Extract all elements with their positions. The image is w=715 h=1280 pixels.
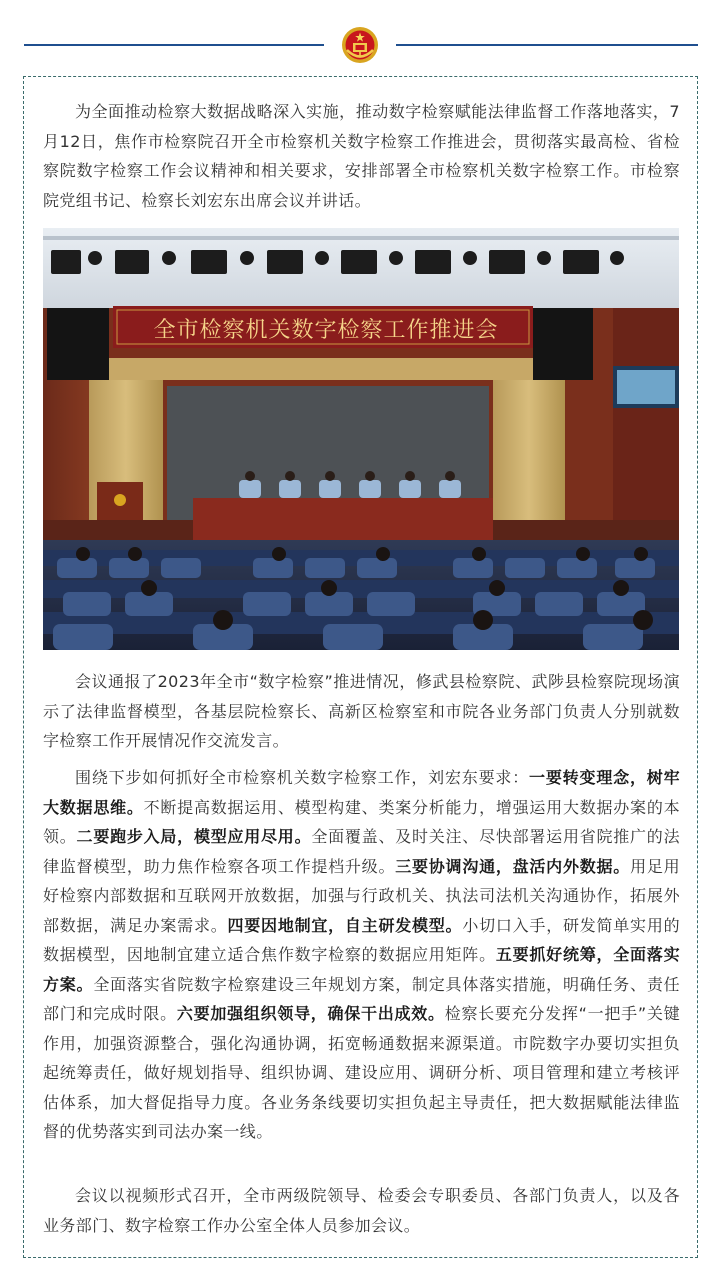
requirement-6-heading: 六要加强组织领导，确保干出成效。 bbox=[176, 1004, 445, 1023]
header bbox=[0, 0, 715, 76]
requirement-2-heading: 二要跑步入局，模型应用尽用。 bbox=[76, 827, 312, 846]
meeting-banner-text: 全市检察机关数字检察工作推进会 bbox=[153, 318, 499, 343]
report-paragraph: 会议通报了2023年全市“数字检察”推进情况，修武县检察院、武陟县检察院现场演示了法律监督模型，各基层院检察长、高新区检察室和市院各业务部门负责人分别就数字检察工作开展情况作交流发言。 bbox=[43, 672, 680, 750]
requirement-1-body: 不断提高数据运用、模型构建、类案分析能力，增强运用大数据办案的本领。 bbox=[43, 797, 680, 846]
intro-paragraph: 为全面推动检察大数据战略深入实施，推动数字检察赋能法律监督工作落地落实，7月12日，焦作市检察院召开全市检察机关数字检察工作推进会，贯彻落实最高检、省检察院数字检察工作会议精神和相关要求，安排部署全市检察机关数字检察工作。市检察院党组书记、检察长刘宏东出席会议并讲话。 bbox=[43, 102, 680, 210]
requirement-5-heading: 五要抓好统筹，全面落实方案。 bbox=[43, 945, 680, 994]
requirement-2-body: 全面覆盖、及时关注、尽快部署运用省院推广的法律监督模型，助力焦作检察各项工作提档升级。 bbox=[43, 827, 680, 876]
meeting-photo bbox=[43, 228, 679, 650]
requirements-lead: 围绕下步如何抓好全市检察机关数字检察工作，刘宏东要求： bbox=[75, 768, 530, 787]
requirement-5-body: 全面落实省院数字检察建设三年规划方案，制定具体落实措施，明确任务、责任部门和完成时限。 bbox=[43, 974, 680, 1023]
procuratorate-emblem-icon bbox=[341, 26, 379, 64]
requirement-4-heading: 四要因地制宜，自主研发模型。 bbox=[227, 915, 463, 935]
requirement-6-body: 检察长要充分发挥“一把手”关键作用，加强资源整合，强化沟通协调，拓宽畅通数据来源渠道。市院数字办要切实担负起统筹责任，做好规划指导、组织协调、建设应用、调研分析、项目管理和建立考核评估体系，加大督促指导力度。各业务条线要切实担负起主导责任，把大数据赋能法律监督的优势落实到司法办案一线。 bbox=[43, 1004, 680, 1141]
requirements-paragraph bbox=[43, 763, 680, 1147]
requirement-3-body: 用足用好检察内部数据和互联网开放数据，加强与行政机关、执法司法机关沟通协作，拓展外部数据，满足办案需求。 bbox=[43, 856, 681, 935]
meeting-hall-illustration bbox=[43, 228, 679, 650]
header-divider-right bbox=[396, 44, 698, 46]
requirement-1-heading: 一要转变理念，树牢大数据思维。 bbox=[43, 768, 680, 817]
requirement-4-body: 小切口入手，研发简单实用的数据模型，因地制宜建立适合焦作数字检察的数据应用矩阵。 bbox=[43, 915, 680, 964]
closing-paragraph: 会议以视频形式召开，全市两级院领导、检委会专职委员、各部门负责人，以及各业务部门、数字检察工作办公室全体人员参加会议。 bbox=[43, 1186, 680, 1235]
header-divider-left bbox=[24, 44, 324, 46]
requirement-3-heading: 三要协调沟通，盘活内外数据。 bbox=[395, 856, 631, 876]
